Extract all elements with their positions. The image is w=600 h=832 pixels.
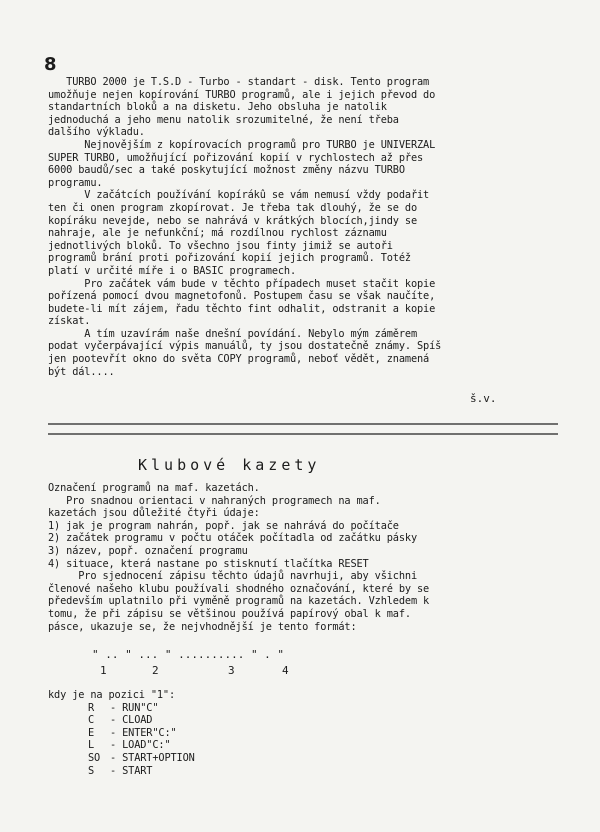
text-line: 2) začátek programu v počtu otáček počítadla od začátku pásky (48, 532, 418, 545)
legend-desc: - ENTER"C:" (110, 726, 177, 739)
position-label: 3 (228, 664, 235, 677)
section-title: Klubové kazety (138, 456, 321, 474)
text-line: tomu, že při zápisu se většinou používá papírový obal k maf. (48, 607, 411, 620)
legend-intro: kdy je na pozici "1": (48, 689, 176, 701)
text-line: pořízená pomocí dvou magnetofonů. Postupem času se však naučíte, (48, 290, 436, 303)
text-line: kazetách jsou důležité čtyři údaje: (48, 507, 260, 520)
text-line: budete-li mít zájem, řadu těchto fint odhalit, odstranit a kopie (48, 302, 436, 315)
text-line: jednoduchá a jeho menu natolik srozumitelné, že není třeba (48, 113, 399, 126)
text-line: V začátcích používání kopírákû se vám nemusí vždy podařit (48, 189, 430, 202)
text-line: umožňuje nejen kopírování TURBO programů, ale i jejich převod do (48, 88, 436, 101)
text-line: především uplatnilo při vyměně programů na kazetách. Vzhledem k (48, 595, 430, 608)
text-line: A tím uzavírám naše dnešní povídání. Nebylo mým záměrem (48, 327, 418, 340)
text-line: Označení programů na maf. kazetách. (48, 482, 260, 494)
text-line: programů brání proti pořizování kopií jejich programů. Totéž (48, 252, 411, 265)
legend-row (88, 752, 215, 765)
position-label: 2 (152, 664, 159, 677)
page-number: 8 (44, 54, 57, 75)
text-line: standartních bloků a na disketu. Jeho obsluha je natolik (48, 101, 387, 114)
format-line: " .. " ... " .......... " . " (92, 648, 285, 661)
position-legend (48, 689, 195, 777)
text-line: TURBO 2000 je T.S.D - Turbo - standart - disk. Tento program (48, 76, 430, 88)
legend-desc: - START (110, 764, 153, 777)
legend-code: E (88, 726, 95, 739)
text-line: SUPER TURBO, umožňující pořizování kopií v rychlostech až přes (48, 151, 424, 164)
legend-code: SO (88, 751, 101, 764)
text-line: Pro sjednocení zápisu těchto údajů navrhuji, aby všichni (48, 570, 418, 583)
text-line: získat. (48, 315, 91, 328)
legend-row (88, 714, 215, 727)
position-label: 4 (282, 664, 289, 677)
text-line: být dál.... (48, 365, 115, 378)
legend-desc: - START+OPTION (110, 751, 195, 764)
text-line: Nejnovějším z kopírovacích programů pro TURBO je UNIVERZAL (48, 138, 436, 151)
text-line: dalšího výkladu. (48, 126, 145, 139)
legend-code: C (88, 714, 95, 727)
text-line: jen pootevřít okno do světa COPY programů, neboť vědět, znamená (48, 353, 430, 366)
text-line: nahraje, ale je nefunkční; má rozdílnou rychlost záznamu (48, 227, 387, 240)
legend-desc: - LOAD"C:" (110, 739, 171, 752)
text-line: pásce, ukazuje se, že nejvhodnější je tento formát: (48, 620, 357, 633)
legend-code: R (88, 701, 95, 714)
text-line: kopíráku nevejde, nebo se nahrává v krátkých blocích,jindy se (48, 214, 418, 227)
body-text (48, 482, 548, 633)
text-line: platí v určité míře i o BASIC programech. (48, 264, 297, 277)
legend-row (88, 765, 215, 778)
text-line: 1) jak je program nahrán, popř. jak se nahrává do počítače (48, 519, 399, 532)
legend-code: S (88, 764, 95, 777)
legend-row (88, 727, 215, 740)
text-line: Pro začátek vám bude v těchto případech muset stačit kopie (48, 277, 436, 290)
text-line: programu. (48, 176, 103, 189)
text-line: 6000 baudů/sec a také poskytující možnost změny názvu TURBO (48, 164, 405, 177)
format-diagram (92, 648, 412, 688)
legend-code: L (88, 739, 95, 752)
legend-row (88, 739, 215, 752)
text-line: Pro snadnou orientaci v nahraných programech na maf. (48, 494, 381, 507)
text-line: podat vyčerpávající výpis manuálů, ty jsou dostatečně známy. Spíš (48, 340, 442, 353)
legend-desc: - CLOAD (110, 714, 153, 727)
text-line: ten či onen program zkopírovat. Je třeba tak dlouhý, že se do (48, 201, 418, 214)
position-label: 1 (100, 664, 107, 677)
text-line: jednotlivých bloků. To všechno jsou finty jimiž se autoři (48, 239, 393, 252)
legend-row (88, 702, 215, 715)
intro-text (48, 76, 548, 378)
legend-desc: - RUN"C" (110, 701, 159, 714)
section-divider (48, 423, 558, 435)
text-line: členové našeho klubu používali shodného označování, které by se (48, 582, 430, 595)
signature: š.v. (470, 392, 497, 405)
text-line: 4) situace, která nastane po stisknutí tlačítka RESET (48, 557, 369, 570)
text-line: 3) název, popř. označení programu (48, 544, 248, 557)
